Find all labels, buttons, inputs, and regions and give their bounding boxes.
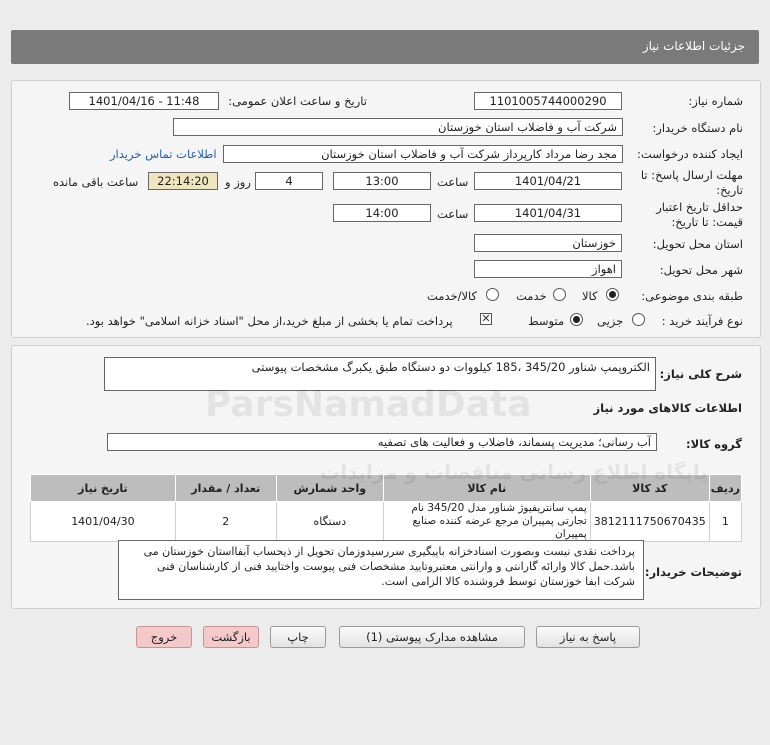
summary-label: شرح کلی نیاز: [659,367,742,381]
category-goods-service-label: کالا/خدمت [427,289,478,303]
process-medium-radio[interactable] [570,313,583,326]
col-name: نام کالا [383,475,590,502]
col-code: کد کالا [590,475,709,502]
treasury-payment-note: پرداخت تمام یا بخشی از مبلغ خرید،از محل "اسناد خزانه اسلامی" خواهد بود. [86,314,453,328]
cell-date: 1401/04/30 [31,502,176,542]
buyer-notes-label: توضیحات خریدار: [644,565,742,579]
reply-deadline-label-date: تاریخ: [716,183,743,197]
cell-row: 1 [709,502,741,542]
category-service-radio[interactable] [553,288,566,301]
buyer-label: نام دستگاه خریدار: [652,121,743,135]
validity-label: حداقل تاریخ اعتبار [656,200,743,214]
goods-table [30,474,742,542]
buyer-contact-link[interactable]: اطلاعات تماس خریدار [110,147,217,161]
table-row [31,502,742,542]
col-date: تاریخ نیاز [31,475,176,502]
cell-name: پمپ سانتریفیوژ شناور مدل 345/20 نام تجارتی پمپیران مرجع عرضه کننده صنایع پمپیران [383,502,590,542]
goods-group-field: آب رسانی؛ مدیریت پسماند، فاضلاب و فعالیت های تصفیه [107,433,657,451]
cell-qty: 2 [175,502,276,542]
back-button[interactable]: بازگشت [203,626,259,648]
col-row: ردیف [709,475,741,502]
creator-field: مجد رضا مرداد کارپرداز شرکت آب و فاضلاب استان خوزستان [223,145,623,163]
need-number-label: شماره نیاز: [688,94,743,108]
cell-code: 3812111750670435 [590,502,709,542]
summary-field: الکتروپمپ شناور 345/20 ،185 کیلووات دو دستگاه طبق یکبرگ مشخصات پیوستی [104,357,656,391]
process-minor-label: جزیی [597,314,624,328]
treasury-payment-checkbox[interactable]: ✕ [481,312,491,325]
page-header [11,30,759,64]
buyer-notes-field: پرداخت نقدی نیست وبصورت اسنادخزانه باپیگیری سررسیدوزمان تحویل از ذیحساب آبفااستان خوزستان می باشد.حمل کالا وارائه گارانتی و وارانتی معتبروتایید مشخصات فنی پیوست واختایید فنی از کارشناسان فنی شرکت ابفا خوزستان توسط فروشنده کالا الزامی است. [118,540,644,600]
page-title: جزئیات اطلاعات نیاز [642,39,745,53]
category-service-label: خدمت [516,289,547,303]
process-medium-label: متوسط [528,314,565,328]
validity-time-field: 14:00 [333,204,431,222]
city-label: شهر محل تحویل: [659,263,743,277]
days-field: 4 [255,172,323,190]
announce-date-field: 1401/04/16 - 11:48 [69,92,219,110]
view-documents-button[interactable]: مشاهده مدارک پیوستی (1) [339,626,525,648]
process-minor-radio[interactable] [632,313,645,326]
category-goods-label: کالا [582,289,598,303]
category-goods-service-radio[interactable] [486,288,499,301]
buyer-field: شرکت آب و فاضلاب استان خوزستان [173,118,623,136]
print-button[interactable]: چاپ [270,626,326,648]
exit-button[interactable]: خروج [136,626,192,648]
announce-label: تاریخ و ساعت اعلان عمومی: [228,94,367,108]
remaining-label: ساعت باقی مانده [53,175,139,189]
cell-unit: دستگاه [276,502,383,542]
reply-date-field: 1401/04/21 [474,172,622,190]
remaining-time-field: 22:14:20 [148,172,218,190]
days-label: روز و [225,175,251,189]
reply-button[interactable]: پاسخ به نیاز [536,626,640,648]
validity-date-field: 1401/04/31 [474,204,622,222]
goods-section-title: اطلاعات کالاهای مورد نیاز [593,401,742,415]
reply-time-field: 13:00 [333,172,431,190]
col-unit: واحد شمارش [276,475,383,502]
reply-deadline-label: مهلت ارسال پاسخ: تا [640,168,743,182]
validity-time-label: ساعت [437,207,469,221]
col-qty: تعداد / مقدار [175,475,276,502]
goods-group-label: گروه کالا: [686,437,742,451]
province-label: استان محل تحویل: [652,237,743,251]
validity-label-date: قیمت: تا تاریخ: [671,215,743,229]
creator-label: ایجاد کننده درخواست: [637,147,743,161]
category-goods-radio[interactable] [606,288,619,301]
process-label: نوع فرآیند خرید : [661,314,743,328]
goods-table-header [31,475,742,502]
category-label: طبقه بندی موضوعی: [641,289,743,303]
reply-time-label: ساعت [437,175,469,189]
city-field: اهواز [474,260,622,278]
province-field: خوزستان [474,234,622,252]
need-number-field: 1101005744000290 [474,92,622,110]
